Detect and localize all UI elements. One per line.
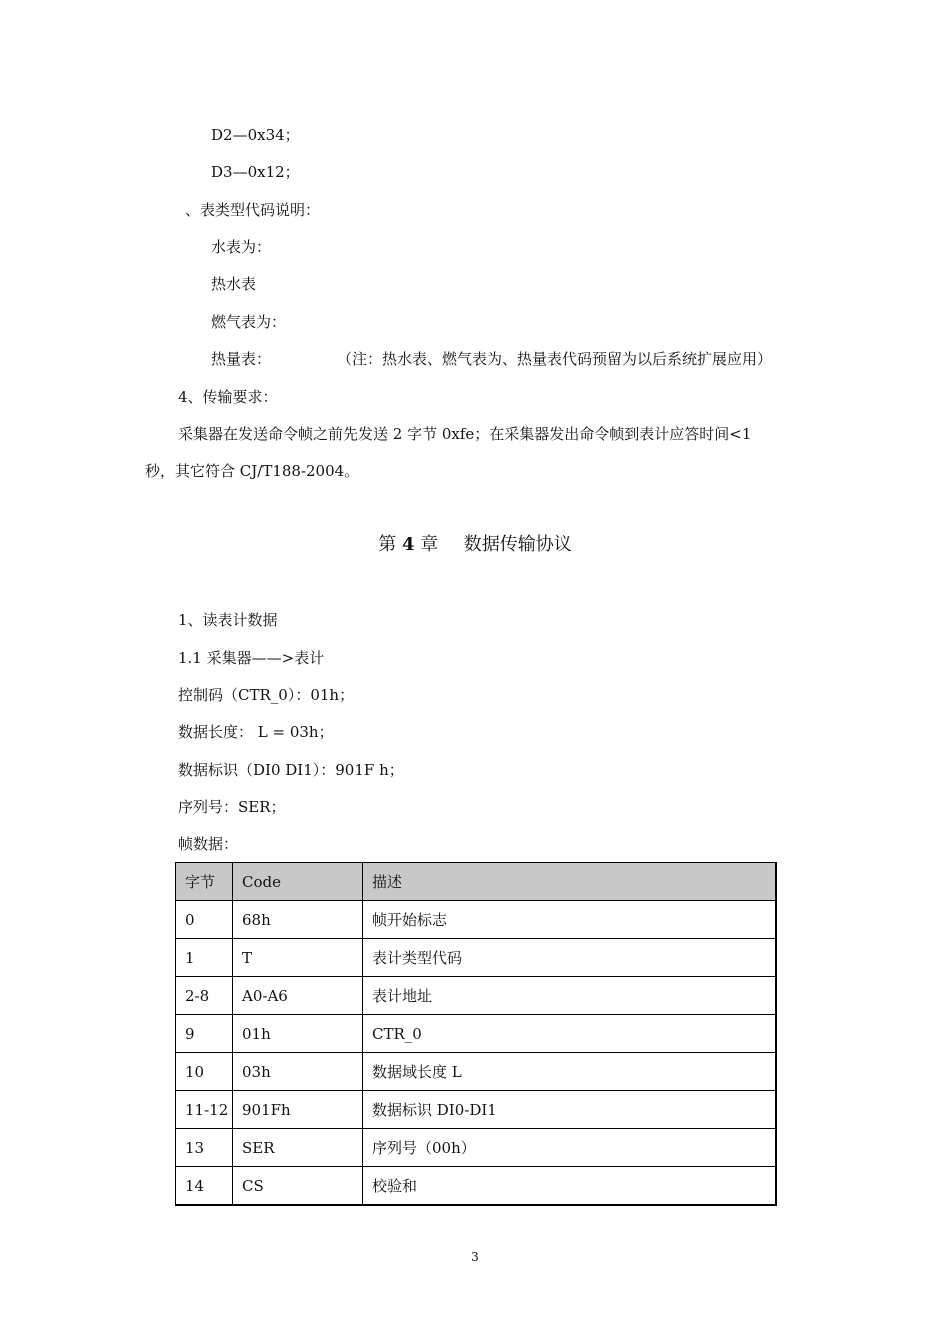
cell-description: 表计类型代码: [363, 939, 777, 977]
table-row: [176, 901, 777, 939]
table-row: [176, 1015, 777, 1053]
d2-line: D2—0x34；: [211, 126, 300, 144]
table-row: [176, 939, 777, 977]
control-code-line: 控制码（CTR_0）：01h；: [178, 686, 355, 704]
gas-meter-line: 燃气表为：: [211, 313, 287, 331]
header-description: 描述: [363, 863, 777, 901]
table-row: [176, 1167, 777, 1206]
cell-description: 序列号（00h）: [363, 1129, 777, 1167]
d3-line: D3—0x12；: [211, 163, 300, 181]
page-number: 3: [471, 1250, 479, 1264]
cell-description: 数据域长度 L: [363, 1053, 777, 1091]
chapter-heading: [0, 533, 950, 557]
data-id-line: 数据标识（DI0 DI1）：901F h；: [178, 761, 404, 779]
cell-description: CTR_0: [363, 1015, 777, 1053]
table-row: [176, 977, 777, 1015]
cell-code: T: [233, 939, 363, 977]
meter-type-title: 、表类型代码说明：: [185, 201, 321, 219]
cell-byte: 1: [176, 939, 233, 977]
header-byte: 字节: [176, 863, 233, 901]
cell-byte: 9: [176, 1015, 233, 1053]
transfer-requirement-text-cont: 秒，其它符合 CJ/T188-2004。: [145, 462, 360, 480]
table-row: [176, 1129, 777, 1167]
cell-code: 03h: [233, 1053, 363, 1091]
cell-description: 表计地址: [363, 977, 777, 1015]
cell-byte: 11-12: [176, 1091, 233, 1129]
cell-code: CS: [233, 1167, 363, 1206]
cell-byte: 10: [176, 1053, 233, 1091]
chapter-prefix: 第: [378, 534, 397, 555]
data-length-line: 数据长度： L = 03h；: [178, 723, 334, 741]
chapter-number: 4: [402, 534, 415, 555]
cell-description: 数据标识 DI0-DI1: [363, 1091, 777, 1129]
cell-code: A0-A6: [233, 977, 363, 1015]
header-code: Code: [233, 863, 363, 901]
cell-byte: 14: [176, 1167, 233, 1206]
cell-code: 68h: [233, 901, 363, 939]
cell-code: SER: [233, 1129, 363, 1167]
cell-byte: 13: [176, 1129, 233, 1167]
heat-meter-line: 热量表：: [211, 350, 272, 368]
table-row: [176, 1091, 777, 1129]
chapter-title: 数据传输协议: [463, 534, 572, 555]
table-header-row: [176, 863, 777, 901]
collector-to-meter-title: 1.1 采集器——>表计: [178, 649, 325, 667]
serial-line: 序列号：SER；: [178, 798, 286, 816]
cell-byte: 0: [176, 901, 233, 939]
cell-byte: 2-8: [176, 977, 233, 1015]
cell-code: 01h: [233, 1015, 363, 1053]
transfer-requirement-text: 采集器在发送命令帧之前先发送 2 字节 0xfe；在采集器发出命令帧到表计应答时间<1: [178, 425, 752, 443]
water-meter-line: 水表为：: [211, 238, 272, 256]
transfer-requirement-title: 4、传输要求：: [178, 388, 278, 406]
cell-code: 901Fh: [233, 1091, 363, 1129]
cell-description: 校验和: [363, 1167, 777, 1206]
meter-code-note: （注：热水表、燃气表为、热量表代码预留为以后系统扩展应用）: [337, 350, 773, 368]
read-meter-title: 1、读表计数据: [178, 611, 278, 629]
frame-data-label: 帧数据：: [178, 835, 239, 853]
hot-water-meter-line: 热水表: [211, 275, 257, 293]
table-row: [176, 1053, 777, 1091]
chapter-suffix: 章: [420, 534, 439, 555]
cell-description: 帧开始标志: [363, 901, 777, 939]
frame-data-table: [175, 862, 777, 1206]
